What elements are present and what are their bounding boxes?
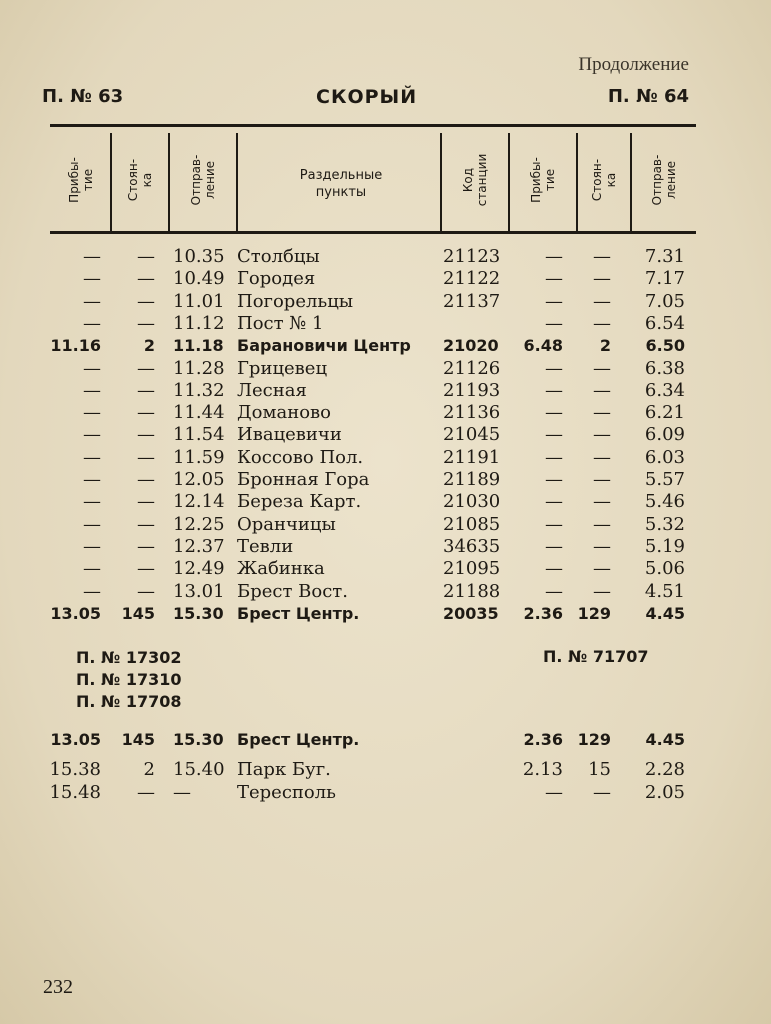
- cell-departure: 11.44: [173, 402, 225, 424]
- cell-stop: —: [137, 558, 155, 580]
- cell-station-name: Лесная: [237, 379, 307, 401]
- cell-stop: —: [137, 513, 155, 535]
- cell-station-code: 34635: [443, 535, 501, 557]
- cell-stop-return: —: [593, 246, 611, 267]
- cell-arrival: —: [83, 558, 101, 580]
- cell-arrival-return: —: [545, 535, 563, 557]
- connection-train: П. № 17302: [76, 648, 182, 667]
- cell-arrival: —: [83, 535, 101, 557]
- cell-station-name: Брест Центр.: [237, 730, 360, 749]
- page-number: 232: [43, 976, 73, 998]
- cell-stop: 2: [143, 336, 155, 356]
- cell-stop: —: [137, 535, 155, 557]
- header-code: Код станции: [461, 153, 489, 207]
- cell-arrival-return: 2.36: [523, 603, 563, 623]
- cell-arrival-return: —: [545, 246, 563, 267]
- cell-station-name: Брест Вост.: [237, 580, 348, 602]
- cell-departure-return: 6.03: [644, 446, 685, 468]
- cell-departure: 15.40: [173, 759, 225, 780]
- cell-departure: 10.35: [173, 246, 225, 267]
- cell-departure: 13.01: [173, 580, 225, 602]
- cell-arrival: —: [83, 357, 101, 379]
- cell-arrival: —: [83, 246, 101, 267]
- table-row: [0, 380, 771, 402]
- cell-stop-return: —: [593, 268, 611, 290]
- cell-station-name: Коссово Пол.: [237, 446, 364, 468]
- cell-station-code: 21085: [443, 513, 501, 535]
- cell-departure: 12.25: [173, 513, 225, 535]
- cell-station-name: Парк Буг.: [237, 759, 331, 780]
- cell-stop-return: —: [593, 424, 611, 446]
- cell-stop-return: 2: [599, 336, 611, 356]
- cell-departure-return: 4.51: [644, 580, 685, 602]
- cell-departure-return: 2.28: [644, 759, 685, 780]
- cell-departure: 15.30: [173, 603, 224, 623]
- cell-departure-return: 7.05: [644, 290, 685, 312]
- cell-stop-return: —: [593, 402, 611, 424]
- cell-departure-return: 6.50: [645, 336, 685, 356]
- table-row: [0, 469, 771, 491]
- cell-arrival-return: —: [545, 446, 563, 468]
- cell-stop: —: [137, 580, 155, 602]
- cell-arrival-return: 6.48: [523, 336, 563, 356]
- cell-departure-return: 5.06: [644, 558, 685, 580]
- cell-arrival: —: [83, 379, 101, 401]
- cell-stop-return: —: [593, 446, 611, 468]
- cell-arrival: 15.38: [49, 759, 101, 780]
- cell-station-code: 21189: [443, 469, 501, 490]
- cell-station-name: Доманово: [237, 402, 332, 424]
- cell-arrival-return: —: [545, 379, 563, 401]
- table-row: [0, 402, 771, 424]
- cell-stop: —: [137, 491, 155, 513]
- cell-station-name: Грицевец: [237, 357, 328, 379]
- cell-arrival: —: [83, 268, 101, 290]
- cell-stop: —: [137, 246, 155, 267]
- cell-stop: —: [137, 379, 155, 401]
- cell-departure-return: 7.17: [644, 268, 685, 290]
- cell-stop: —: [137, 424, 155, 446]
- cell-departure: 12.37: [173, 535, 225, 557]
- cell-station-name: Береза Карт.: [237, 491, 362, 513]
- cell-departure: 11.54: [173, 424, 225, 446]
- header-stations: Раздельные пункты: [299, 168, 383, 200]
- cell-arrival-return: 2.13: [522, 759, 563, 780]
- table-row: [0, 603, 771, 625]
- cell-station-name: Столбцы: [237, 246, 320, 267]
- connection-train: П. № 17708: [76, 692, 182, 711]
- cell-stop-return: —: [593, 312, 611, 334]
- table-row: [0, 447, 771, 469]
- table-row: [0, 782, 771, 804]
- cell-departure: 12.05: [173, 469, 225, 490]
- cell-stop-return: 129: [577, 603, 611, 623]
- connection-train: П. № 17310: [76, 670, 182, 689]
- cell-departure: 15.30: [173, 730, 224, 749]
- cell-stop-return: 15: [588, 759, 611, 780]
- cell-arrival-return: —: [545, 357, 563, 379]
- cell-station-code: 21191: [443, 446, 501, 468]
- cell-station-code: 21095: [443, 558, 501, 580]
- cell-departure-return: 5.57: [644, 469, 685, 490]
- cell-stop: —: [137, 357, 155, 379]
- cell-arrival: —: [83, 469, 101, 490]
- cell-departure-return: 4.45: [645, 730, 685, 749]
- cell-station-name: Тевли: [237, 535, 294, 557]
- cell-station-code: 21126: [443, 357, 501, 379]
- cell-station-code: 21122: [443, 268, 501, 290]
- cell-station-name: Пост № 1: [237, 312, 324, 334]
- cell-station-code: 21136: [443, 402, 501, 424]
- cell-arrival-return: —: [545, 312, 563, 334]
- cell-station-name: Оранчицы: [237, 513, 336, 535]
- cell-station-code: 21188: [443, 580, 501, 602]
- table-row: [0, 514, 771, 536]
- cell-departure-return: 6.38: [644, 357, 685, 379]
- table-row: [0, 268, 771, 290]
- table-row: [0, 291, 771, 313]
- cell-departure-return: 7.31: [644, 246, 685, 267]
- cell-departure-return: 6.21: [644, 402, 685, 424]
- cell-station-code: 21193: [443, 379, 501, 401]
- cell-departure: 12.49: [173, 558, 225, 580]
- cell-station-name: Бронная Гора: [237, 469, 370, 490]
- cell-stop-return: —: [593, 558, 611, 580]
- header-arrival-return: Прибы- тие: [529, 157, 557, 203]
- cell-arrival-return: —: [545, 491, 563, 513]
- cell-stop-return: —: [593, 357, 611, 379]
- cell-departure-return: 5.32: [644, 513, 685, 535]
- header-arrival: Прибы- тие: [67, 157, 95, 203]
- cell-departure: 10.49: [173, 268, 225, 290]
- cell-arrival: 13.05: [50, 730, 101, 749]
- cell-arrival: 15.48: [49, 782, 101, 803]
- header-stop: Стоян- ка: [126, 158, 154, 202]
- cell-arrival: 13.05: [50, 603, 101, 623]
- cell-station-code: 21020: [443, 336, 499, 356]
- cell-stop: —: [137, 469, 155, 490]
- header-stop-return: Стоян- ка: [590, 158, 618, 202]
- cell-stop: —: [137, 402, 155, 424]
- cell-arrival: —: [83, 402, 101, 424]
- cell-departure: 11.32: [173, 379, 225, 401]
- cell-station-code: 21123: [443, 246, 501, 267]
- cell-station-name: Тересполь: [237, 782, 336, 803]
- cell-arrival-return: —: [545, 558, 563, 580]
- cell-arrival: 11.16: [50, 336, 101, 356]
- table-row: [0, 358, 771, 380]
- cell-stop: 2: [143, 759, 155, 780]
- cell-arrival-return: —: [545, 290, 563, 312]
- cell-stop: —: [137, 290, 155, 312]
- cell-station-name: Брест Центр.: [237, 603, 360, 623]
- cell-arrival: —: [83, 424, 101, 446]
- cell-station-name: Барановичи Центр: [237, 336, 411, 356]
- cell-stop-return: —: [593, 535, 611, 557]
- cell-departure: 11.12: [173, 312, 225, 334]
- cell-arrival: —: [83, 580, 101, 602]
- cell-stop-return: —: [593, 580, 611, 602]
- cell-departure-return: 4.45: [645, 603, 685, 623]
- cell-departure: 12.14: [173, 491, 225, 513]
- cell-stop-return: —: [593, 290, 611, 312]
- cell-departure-return: 6.09: [644, 424, 685, 446]
- cell-departure: —: [173, 782, 191, 803]
- cell-arrival: —: [83, 446, 101, 468]
- table-row: [0, 335, 771, 357]
- cell-departure: 11.01: [173, 290, 225, 312]
- train-number-left: П. № 63: [42, 86, 124, 107]
- cell-stop: —: [137, 312, 155, 334]
- header-departure-return: Отправ- ление: [650, 154, 678, 206]
- train-number-right: П. № 64: [607, 86, 689, 107]
- cell-station-name: Погорельцы: [237, 290, 354, 312]
- cell-station-code: 20035: [443, 603, 499, 623]
- cell-stop-return: —: [593, 782, 611, 803]
- table-row: [0, 424, 771, 446]
- cell-station-name: Жабинка: [237, 558, 325, 580]
- cell-arrival-return: —: [545, 782, 563, 803]
- cell-station-code: 21045: [443, 424, 501, 446]
- cell-station-code: 21030: [443, 491, 501, 513]
- cell-departure: 11.28: [173, 357, 225, 379]
- table-row: [0, 536, 771, 558]
- cell-arrival-return: —: [545, 268, 563, 290]
- cell-stop-return: 129: [577, 730, 611, 749]
- cell-stop: —: [137, 268, 155, 290]
- table-row: [0, 313, 771, 335]
- table-row: [0, 729, 771, 751]
- cell-stop-return: —: [593, 379, 611, 401]
- table-row: [0, 759, 771, 781]
- train-type-title: СКОРЫЙ: [316, 86, 418, 108]
- cell-arrival-return: —: [545, 424, 563, 446]
- table-header: [50, 124, 696, 234]
- cell-arrival-return: —: [545, 469, 563, 490]
- cell-station-name: Ивацевичи: [237, 424, 342, 446]
- table-row: [0, 581, 771, 603]
- cell-departure: 11.59: [173, 446, 225, 468]
- header-departure: Отправ- ление: [189, 154, 217, 206]
- cell-departure-return: 5.46: [644, 491, 685, 513]
- cell-station-code: 21137: [443, 290, 501, 312]
- cell-stop-return: —: [593, 469, 611, 490]
- connection-train-right: П. № 71707: [543, 647, 649, 666]
- connection-trains-left: [76, 647, 182, 713]
- cell-departure: 11.18: [173, 336, 224, 356]
- cell-arrival-return: —: [545, 580, 563, 602]
- table-row: [0, 246, 771, 268]
- cell-arrival-return: 2.36: [523, 730, 563, 749]
- cell-departure-return: 2.05: [644, 782, 685, 803]
- cell-departure-return: 6.34: [644, 379, 685, 401]
- cell-arrival: —: [83, 491, 101, 513]
- cell-stop: —: [137, 446, 155, 468]
- table-row: [0, 491, 771, 513]
- cell-arrival-return: —: [545, 513, 563, 535]
- cell-arrival-return: —: [545, 402, 563, 424]
- cell-stop: 145: [121, 603, 155, 623]
- cell-stop: 145: [121, 730, 155, 749]
- cell-stop: —: [137, 782, 155, 803]
- cell-arrival: —: [83, 290, 101, 312]
- cell-stop-return: —: [593, 513, 611, 535]
- cell-departure-return: 6.54: [644, 312, 685, 334]
- cell-departure-return: 5.19: [644, 535, 685, 557]
- cell-arrival: —: [83, 513, 101, 535]
- cell-arrival: —: [83, 312, 101, 334]
- cell-stop-return: —: [593, 491, 611, 513]
- table-row: [0, 558, 771, 580]
- cell-station-name: Городея: [237, 268, 316, 290]
- continuation-label: Продолжение: [578, 54, 689, 75]
